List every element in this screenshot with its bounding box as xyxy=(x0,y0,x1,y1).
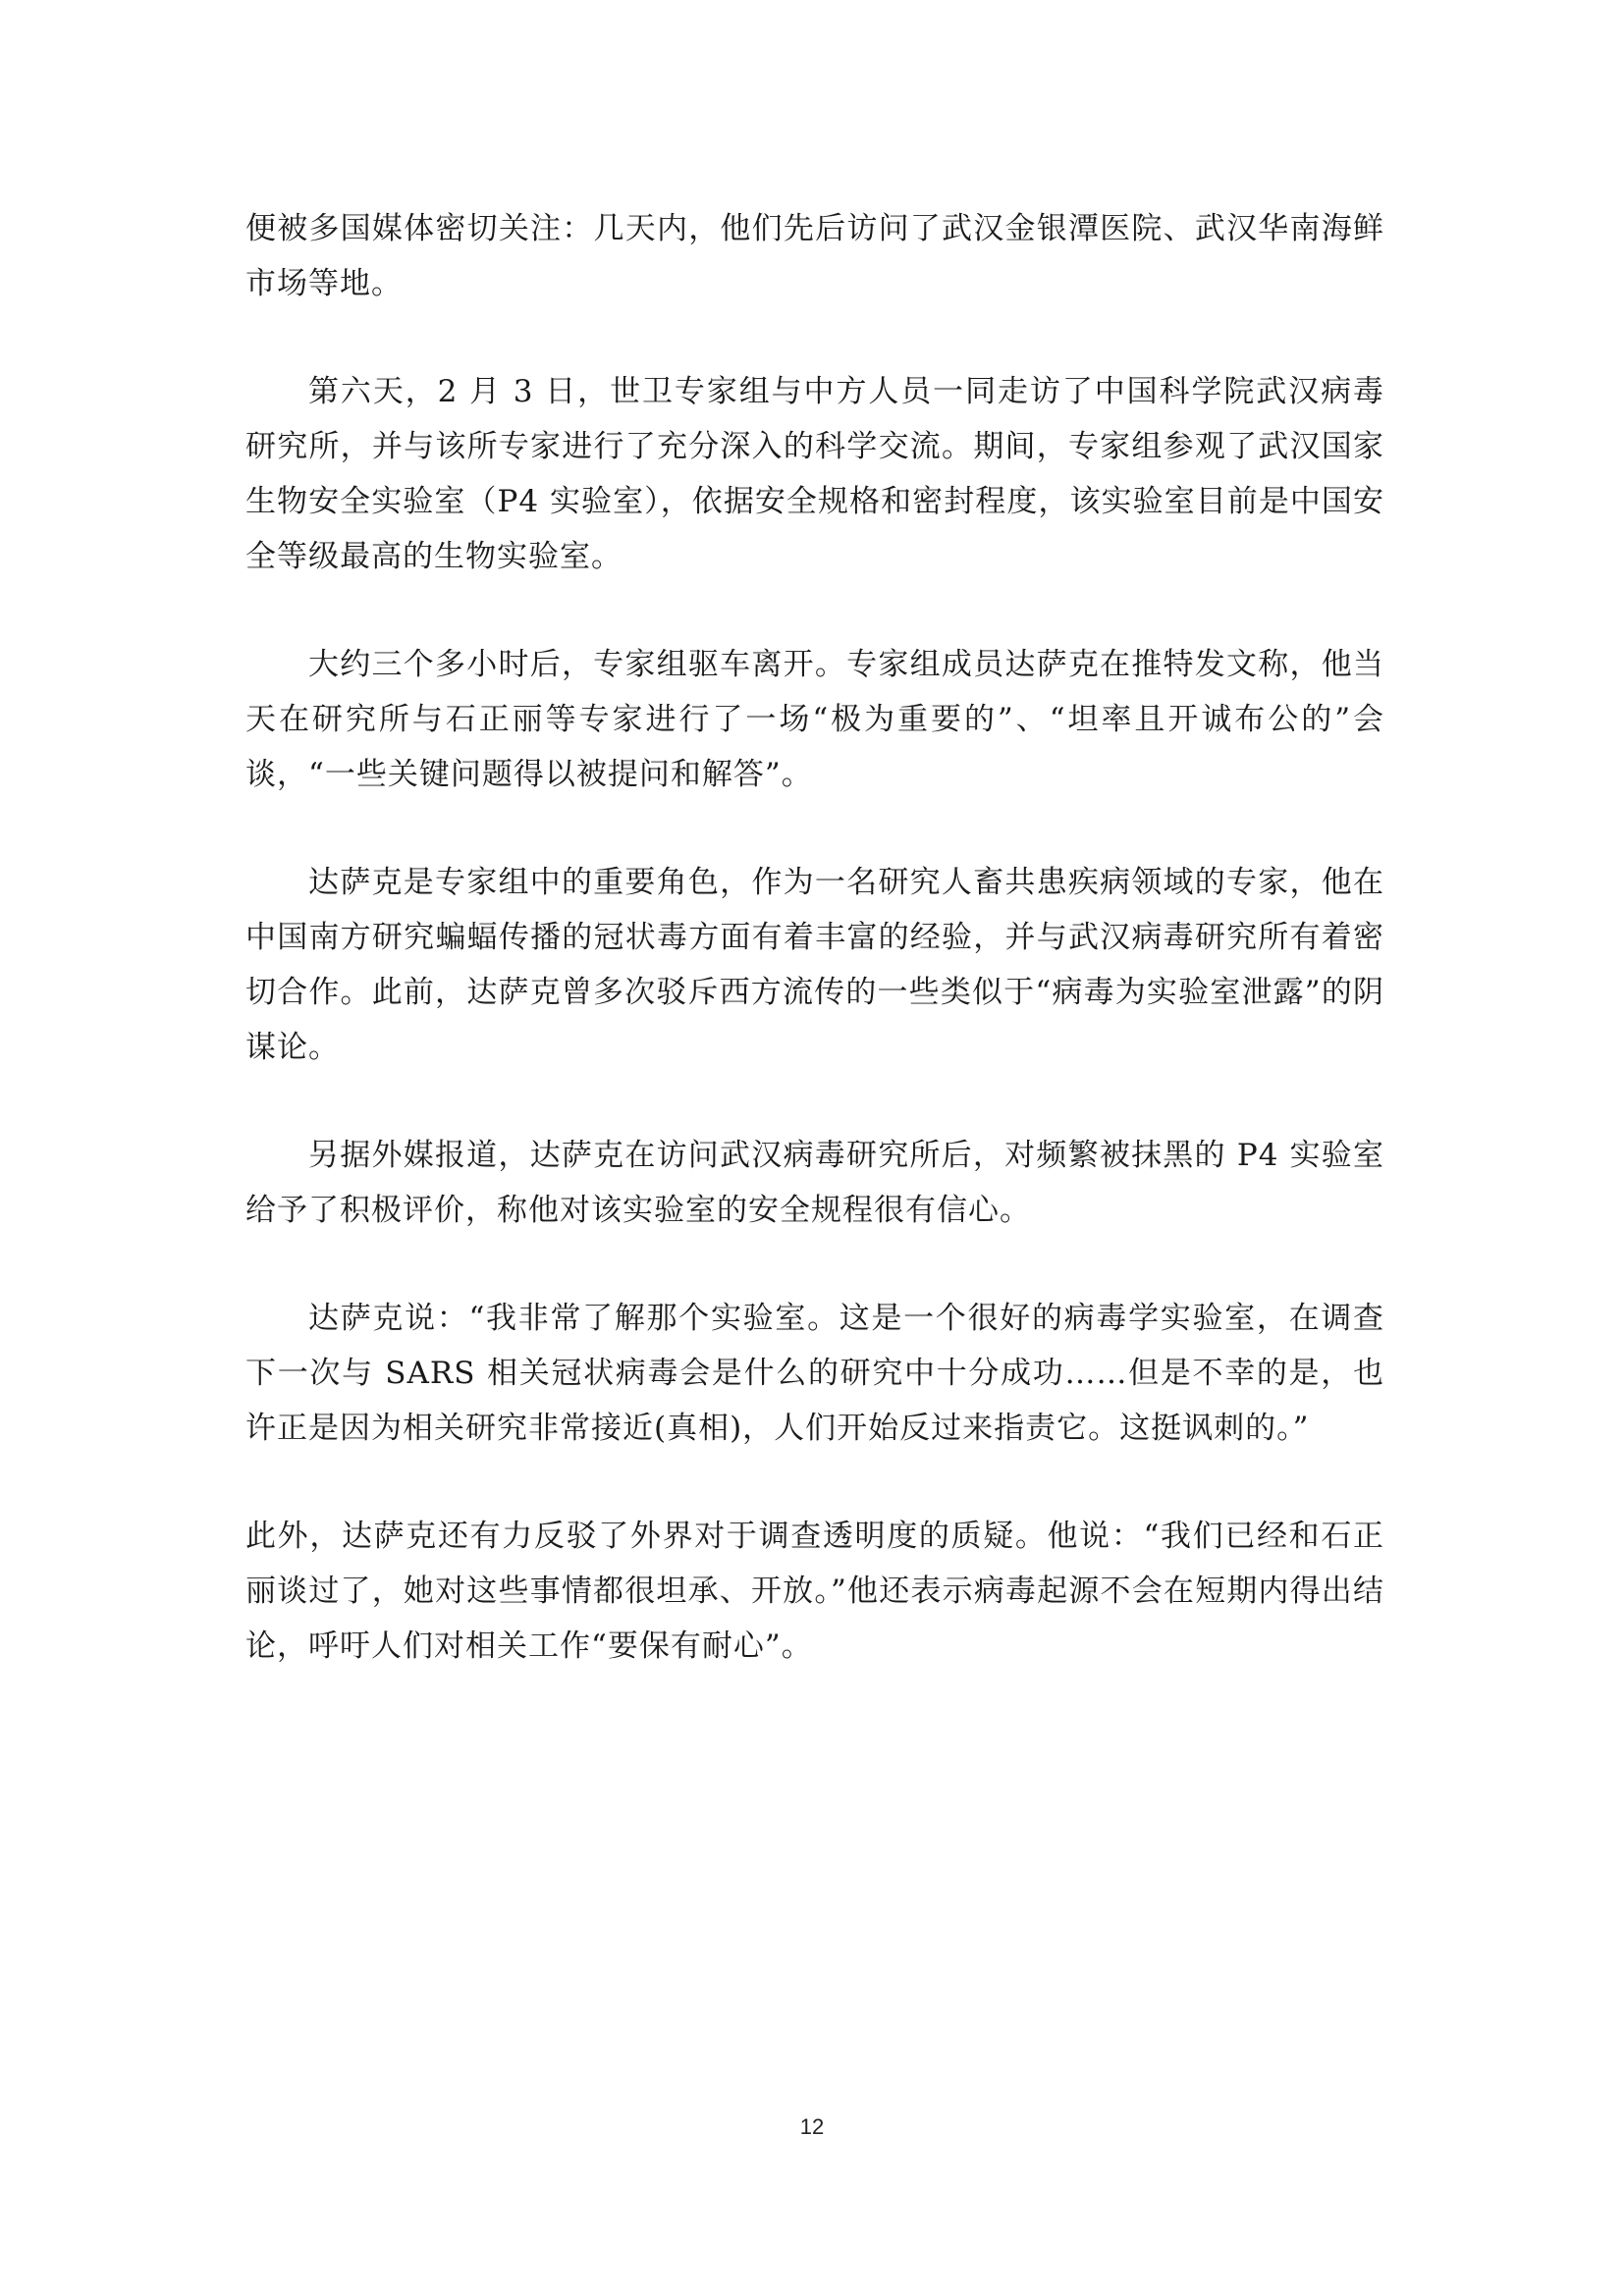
paragraph-1: 便被多国媒体密切关注：几天内，他们先后访问了武汉金银潭医院、武汉华南海鲜市场等地。 xyxy=(245,211,1384,301)
paragraph-7: 此外，达萨克还有力反驳了外界对于调查透明度的质疑。他说：“我们已经和石正丽谈过了，她对这些事情都很坦承、开放。”他还表示病毒起源不会在短期内得出结论，呼吁人们对相关工作“要保有耐心”。 xyxy=(245,1519,1384,1664)
document-body xyxy=(245,201,1384,1727)
paragraph-3: 大约三个多小时后，专家组驱车离开。专家组成员达萨克在推特发文称，他当天在研究所与石正丽等专家进行了一场“极为重要的”、“坦率且开诚布公的”会谈，“一些关键问题得以被提问和解答”。 xyxy=(245,647,1384,792)
paragraph-6: 达萨克说：“我非常了解那个实验室。这是一个很好的病毒学实验室，在调查下一次与 SARS 相关冠状病毒会是什么的研究中十分成功……但是不幸的是，也许正是因为相关研究非常接近(真相)，人们开始反过来指责它。这挺讽刺的。” xyxy=(245,1301,1384,1446)
paragraph-2: 第六天，2 月 3 日，世卫专家组与中方人员一同走访了中国科学院武汉病毒研究所，并与该所专家进行了充分深入的科学交流。期间，专家组参观了武汉国家生物安全实验室（P4 实验室），依据安全规格和密封程度，该实验室目前是中国安全等级最高的生物实验室。 xyxy=(245,374,1384,574)
paragraph-5: 另据外媒报道，达萨克在访问武汉病毒研究所后，对频繁被抹黑的 P4 实验室给予了积极评价，称他对该实验室的安全规程很有信心。 xyxy=(245,1138,1384,1228)
page-number: 12 xyxy=(799,2114,825,2139)
paragraph-4: 达萨克是专家组中的重要角色，作为一名研究人畜共患疾病领域的专家，他在中国南方研究蝙蝠传播的冠状毒方面有着丰富的经验，并与武汉病毒研究所有着密切合作。此前，达萨克曾多次驳斥西方流传的一些类似于“病毒为实验室泄露”的阴谋论。 xyxy=(245,865,1384,1065)
